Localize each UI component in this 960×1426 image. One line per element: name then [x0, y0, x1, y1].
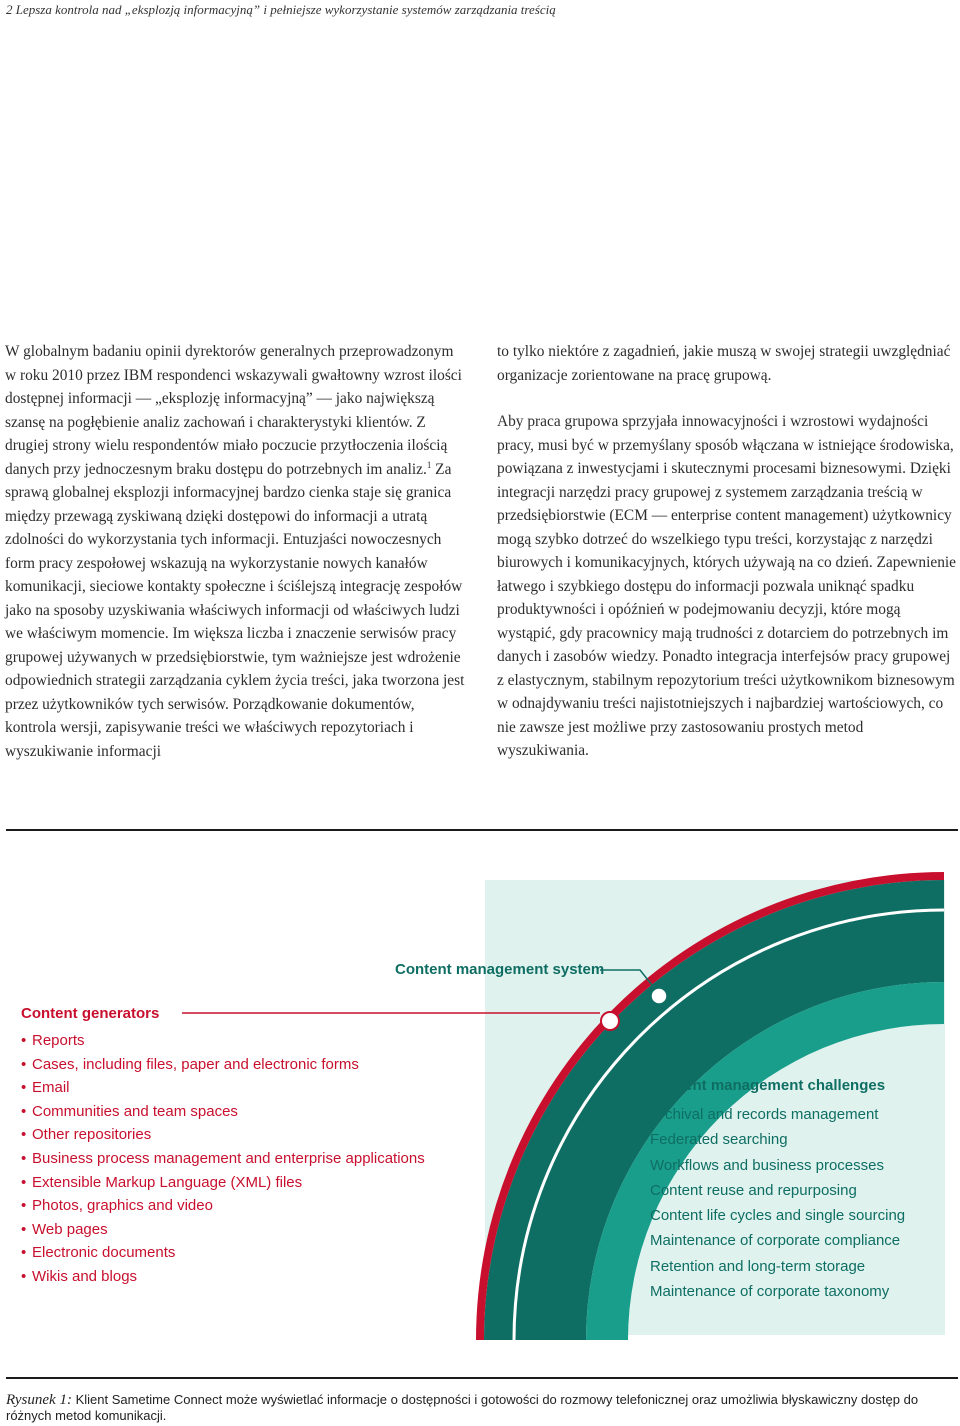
- challenge-item: Archival and records management: [650, 1106, 879, 1123]
- generator-label: Electronic documents: [32, 1244, 176, 1262]
- running-head: 2 Lepsza kontrola nad „eksplozją informacyjną” i pełniejsze wykorzystanie systemów zarządzania treścią: [6, 2, 556, 17]
- generator-item: [21, 1123, 425, 1147]
- generator-item: [21, 1053, 425, 1077]
- generator-label: Photos, graphics and video: [32, 1197, 213, 1215]
- cms-label: Content management system: [395, 961, 605, 978]
- divider-top: [6, 829, 958, 831]
- bullet-icon: •: [21, 1220, 27, 1238]
- bullet-icon: •: [21, 1055, 27, 1073]
- challenge-item: Workflows and business processes: [650, 1156, 884, 1174]
- left-text-part-1: W globalnym badaniu opinii dyrektorów generalnych przeprowadzonym w roku 2010 przez IBM respondenci wskazywali gwałtowny wzrost ilości dostępnej informacji — „eksplozję informacyjną” — jako największą szansę na pogłębienie analiz zachowań i charakterystyki klientów. Z drugiej strony wielu respondentów miało poczucie przytłoczenia ilością danych przy jednoczesnym braku dostępu do potrzebnych im analiz.: [5, 343, 462, 478]
- generator-label: Wikis and blogs: [32, 1267, 138, 1285]
- footnote-marker: 1: [426, 459, 432, 470]
- challenges-list: [650, 1102, 905, 1304]
- bullet-icon: •: [21, 1032, 27, 1049]
- bullet-icon: •: [21, 1079, 27, 1097]
- bullet-icon: •: [21, 1102, 27, 1120]
- generator-item: [21, 1100, 425, 1124]
- left-paragraph: [5, 340, 465, 763]
- generator-item: [21, 1265, 425, 1289]
- caption-text: Klient Sametime Connect może wyświetlać informacje o dostępności i gotowości do rozmowy telefonicznej oraz umożliwia błyskawiczny dostęp do różnych metod komunikacji.: [6, 1392, 919, 1423]
- bullet-icon: •: [21, 1126, 27, 1144]
- generator-item: [21, 1076, 425, 1100]
- figure-diagram: [0, 870, 960, 1350]
- generator-label: Business process management and enterprise applications: [32, 1149, 425, 1167]
- generators-node: [601, 1012, 619, 1030]
- bullet-icon: •: [21, 1267, 27, 1285]
- generator-item: [21, 1029, 425, 1053]
- cms-node: [651, 988, 667, 1004]
- divider-bottom: [6, 1377, 958, 1379]
- generator-label: Cases, including files, paper and electronic forms: [32, 1055, 359, 1073]
- right-column: [497, 340, 957, 763]
- challenge-item: Retention and long-term storage: [650, 1257, 866, 1275]
- figure-caption: [6, 1392, 956, 1424]
- generators-title: Content generators: [21, 1005, 160, 1022]
- challenge-item: Maintenance of corporate compliance: [650, 1232, 901, 1250]
- bullet-icon: •: [21, 1173, 27, 1191]
- left-column: [5, 340, 465, 763]
- bullet-icon: •: [21, 1149, 27, 1167]
- right-paragraph-2: Aby praca grupowa sprzyjała innowacyjności i wzrostowi wydajności pracy, musi być w przemyślany sposób włączana w istniejące środowiska, powiązana z inwestycjami i skutecznymi procesami biznesowymi. Dzięki integracji narzędzi pracy grupowej z systemem zarządzania treścią w przedsiębiorstwie (ECM — enterprise content management) użytkownicy mogą szybko dotrzeć do wszelkiego typu treści, korzystając z narzędzi biurowych i komunikacyjnych, których używają na co dzień. Zapewnienie łatwego i szybkiego dostępu do informacji pozwala uniknąć spadku produktywności i opóźnień w podejmowaniu decyzji, które mogą wystąpić, gdy pracownicy mają trudności z dotarciem do potrzebnych im danych i zasobów wiedzy. Ponadto integracja interfejsów pracy grupowej z elastycznym, stabilnym repozytorium treści użytkownikom biznesowym w odnajdywaniu treści najistotniejszych i najbardziej wartościowych, co nie zawsze jest możliwe przy zastosowaniu prostych metod wyszukiwania.: [497, 413, 956, 759]
- generator-label: Web pages: [32, 1220, 108, 1238]
- bullet-icon: •: [21, 1244, 27, 1262]
- generator-label: Extensible Markup Language (XML) files: [32, 1173, 303, 1191]
- left-text-part-2: Za sprawą globalnej eksplozji informacyjnej bardzo cienka staje się granica między przewagą zyskiwaną dzięki dostępowi do informacji a utratą zdolności do wykorzystania tych informacji. Entuzjaści nowoczesnych form pracy zespołowej wskazują na wykorzystanie nowych kanałów komunikacji, sieciowe kontakty społeczne i ściślejszą integrację zespołów jako na sposoby uzyskiwania właściwych informacji od właściwych ludzi we właściwym momencie. Im większa liczba i znaczenie serwisów pracy grupowej używanych w przedsiębiorstwie, tym ważniejsze jest wdrożenie odpowiednich strategii zarządzania cyklem życia treści, jaka tworzona jest przez użytkowników tych serwisów. Porządkowanie dokumentów, kontrola wersji, zapisywanie treści we właściwych repozytoriach i wyszukiwanie informacji: [5, 460, 465, 760]
- bullet-icon: •: [21, 1197, 27, 1215]
- challenge-item: Maintenance of corporate taxonomy: [650, 1283, 890, 1301]
- caption-label: Rysunek 1:: [6, 1392, 72, 1408]
- generator-item: [21, 1147, 425, 1171]
- generator-label: Reports: [32, 1032, 85, 1049]
- generator-label: Communities and team spaces: [32, 1102, 238, 1120]
- challenge-item: Content reuse and repurposing: [650, 1181, 857, 1199]
- right-paragraph-1: to tylko niektóre z zagadnień, jakie muszą w swojej strategii uwzględniać organizacje zorientowane na pracę grupową.: [497, 343, 951, 384]
- challenge-item: Content life cycles and single sourcing: [650, 1207, 906, 1225]
- generator-label: Email: [32, 1079, 70, 1097]
- generator-item: [21, 1241, 425, 1265]
- generator-item: [21, 1171, 425, 1195]
- generators-list: [21, 1029, 425, 1289]
- challenges-title: Content management challenges: [650, 1077, 886, 1094]
- generator-item: [21, 1194, 425, 1218]
- generator-label: Other repositories: [32, 1126, 152, 1144]
- challenge-item: Federated searching: [650, 1131, 788, 1149]
- generator-item: [21, 1218, 425, 1242]
